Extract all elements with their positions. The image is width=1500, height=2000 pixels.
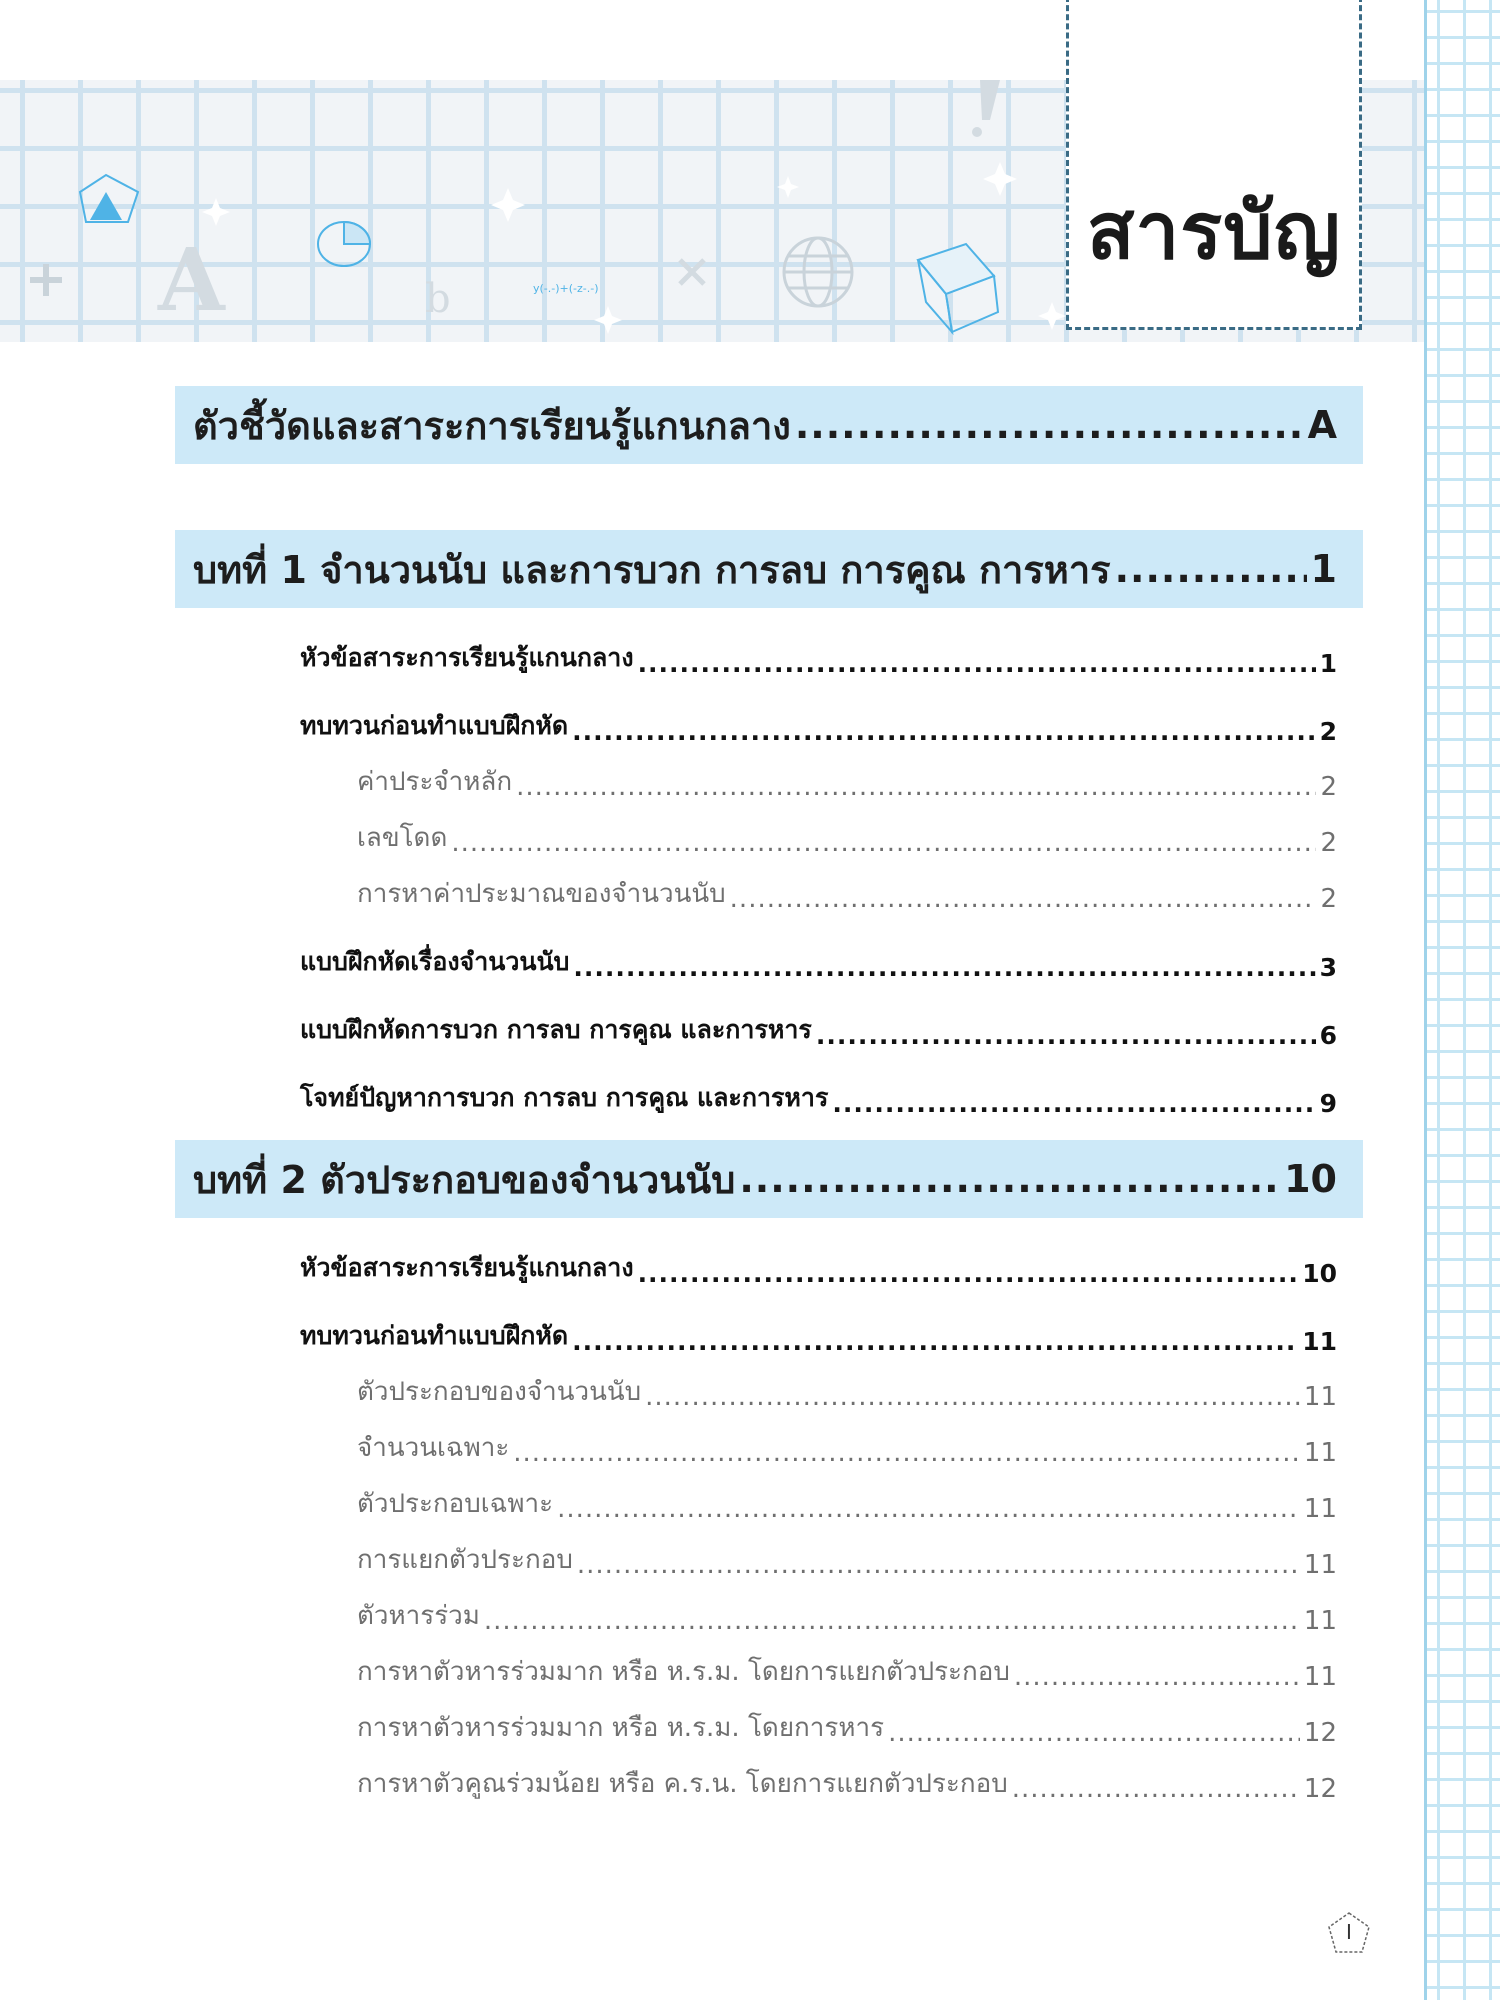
toc-entry-page: 10 [1284, 1157, 1337, 1201]
pie-doodle-icon [318, 222, 370, 266]
right-grid-strip [1424, 0, 1500, 2000]
toc-entry-label: จำนวนเฉพาะ [357, 1433, 510, 1463]
toc-section-row[interactable] [300, 1316, 1337, 1356]
pentagon-doodle-icon [80, 175, 138, 222]
toc-entry-label: ตัวหารร่วม [357, 1601, 480, 1631]
plus-doodle-icon [30, 264, 62, 296]
toc-subitem-row[interactable] [357, 1428, 1337, 1468]
toc-entry-page: 2 [1320, 772, 1337, 802]
toc-entry-page: 1 [1310, 547, 1337, 591]
leader-dots [572, 1327, 1298, 1356]
toc-entry-label: ตัวชี้วัดและสาระการเรียนรู้แกนกลาง [193, 403, 791, 448]
leader-dots [795, 403, 1304, 447]
exclamation-doodle-icon [972, 80, 1000, 137]
header-doodles [0, 80, 1100, 342]
toc-entry-label: แบบฝึกหัดการบวก การลบ การคูณ และการหาร [300, 1015, 812, 1044]
table-of-contents [175, 386, 1363, 1804]
times-doodle-icon [680, 260, 704, 284]
toc-entry-label: การแยกตัวประกอบ [357, 1545, 573, 1575]
letter-b-doodle: b [425, 276, 451, 322]
letter-a-doodle: A [158, 230, 225, 331]
toc-entry-page: A [1307, 403, 1337, 447]
toc-entry-label: หัวข้อสาระการเรียนรู้แกนกลาง [300, 1253, 634, 1282]
toc-entry-page: 1 [1319, 649, 1337, 678]
toc-intro-row[interactable] [175, 386, 1363, 464]
leader-dots [451, 828, 1316, 858]
toc-entry-page: 6 [1319, 1021, 1337, 1050]
leader-dots [577, 1550, 1300, 1580]
toc-chapter-2-row[interactable] [175, 1140, 1363, 1218]
toc-section-row[interactable] [300, 638, 1337, 678]
toc-entry-label: บทที่ 1 จำนวนนับ และการบวก การลบ การคูณ การหาร [193, 547, 1111, 592]
toc-entry-label: บทที่ 2 ตัวประกอบของจำนวนนับ [193, 1157, 736, 1202]
toc-entry-page: 11 [1303, 1662, 1337, 1692]
leader-dots [1115, 547, 1307, 591]
sparkle-icons [202, 162, 1066, 334]
toc-section-row[interactable] [300, 706, 1337, 746]
leader-dots [645, 1382, 1300, 1412]
cube-doodle-icon [918, 244, 998, 332]
leader-dots [638, 1259, 1299, 1288]
toc-entry-page: 11 [1303, 1606, 1337, 1636]
leader-dots [730, 884, 1317, 914]
leader-dots [1014, 1662, 1300, 1692]
toc-subitem-row[interactable] [357, 818, 1337, 858]
toc-entry-page: 11 [1302, 1327, 1337, 1356]
leader-dots [516, 772, 1316, 802]
toc-entry-label: แบบฝึกหัดเรื่องจำนวนนับ [300, 947, 570, 976]
globe-doodle-icon [784, 238, 852, 306]
toc-section-row[interactable] [300, 1010, 1337, 1050]
toc-entry-page: 11 [1303, 1382, 1337, 1412]
leader-dots [1012, 1774, 1300, 1804]
leader-dots [557, 1494, 1300, 1524]
toc-entry-page: 11 [1303, 1550, 1337, 1580]
toc-subitem-row[interactable] [357, 1372, 1337, 1412]
toc-entry-label: ตัวประกอบเฉพาะ [357, 1489, 554, 1519]
toc-subitem-row[interactable] [357, 1764, 1337, 1804]
toc-entry-label: ค่าประจำหลัก [357, 767, 513, 797]
toc-entry-page: 12 [1303, 1774, 1337, 1804]
toc-entry-label: โจทย์ปัญหาการบวก การลบ การคูณ และการหาร [300, 1083, 829, 1112]
leader-dots [484, 1606, 1300, 1636]
page-number: I [1346, 1920, 1352, 1944]
toc-entry-label: การหาตัวหารร่วมมาก หรือ ห.ร.ม. โดยการหาร [357, 1713, 885, 1743]
title-box [1066, 0, 1362, 330]
leader-dots [888, 1718, 1300, 1748]
toc-subitem-row[interactable] [357, 1652, 1337, 1692]
toc-subitem-row[interactable] [357, 1596, 1337, 1636]
toc-entry-page: 2 [1320, 828, 1337, 858]
toc-entry-page: 10 [1302, 1259, 1337, 1288]
leader-dots [573, 953, 1315, 982]
toc-subitem-row[interactable] [357, 874, 1337, 914]
toc-entry-page: 2 [1319, 717, 1337, 746]
toc-entry-page: 11 [1303, 1438, 1337, 1468]
toc-entry-page: 9 [1319, 1089, 1337, 1118]
toc-subitem-row[interactable] [357, 1708, 1337, 1748]
toc-chapter-1-row[interactable] [175, 530, 1363, 608]
toc-section-row[interactable] [300, 1248, 1337, 1288]
toc-subitem-row[interactable] [357, 1484, 1337, 1524]
leader-dots [739, 1157, 1280, 1201]
toc-entry-label: ตัวประกอบของจำนวนนับ [357, 1377, 642, 1407]
toc-subitem-row[interactable] [357, 762, 1337, 802]
page-title: สารบัญ [1086, 187, 1342, 277]
toc-entry-label: หัวข้อสาระการเรียนรู้แกนกลาง [300, 643, 634, 672]
page-number-badge [1326, 1910, 1372, 1956]
toc-entry-label: การหาค่าประมาณของจำนวนนับ [357, 879, 726, 909]
leader-dots [832, 1089, 1315, 1118]
toc-entry-page: 11 [1303, 1494, 1337, 1524]
leader-dots [816, 1021, 1316, 1050]
toc-entry-page: 12 [1303, 1718, 1337, 1748]
toc-entry-label: การหาตัวคูณร่วมน้อย หรือ ค.ร.น. โดยการแยกตัวประกอบ [357, 1769, 1008, 1799]
toc-section-row[interactable] [300, 1078, 1337, 1118]
toc-entry-label: การหาตัวหารร่วมมาก หรือ ห.ร.ม. โดยการแยกตัวประกอบ [357, 1657, 1010, 1687]
formula-doodle: y(-.-)+(-z-.-) [533, 282, 599, 295]
toc-entry-label: ทบทวนก่อนทำแบบฝึกหัด [300, 711, 569, 740]
leader-dots [638, 649, 1316, 678]
leader-dots [513, 1438, 1300, 1468]
toc-entry-label: ทบทวนก่อนทำแบบฝึกหัด [300, 1321, 569, 1350]
toc-entry-page: 3 [1319, 953, 1337, 982]
toc-entry-label: เลขโดด [357, 823, 448, 853]
toc-entry-page: 2 [1320, 884, 1337, 914]
leader-dots [572, 717, 1316, 746]
toc-subitem-row[interactable] [357, 1540, 1337, 1580]
toc-section-row[interactable] [300, 942, 1337, 982]
